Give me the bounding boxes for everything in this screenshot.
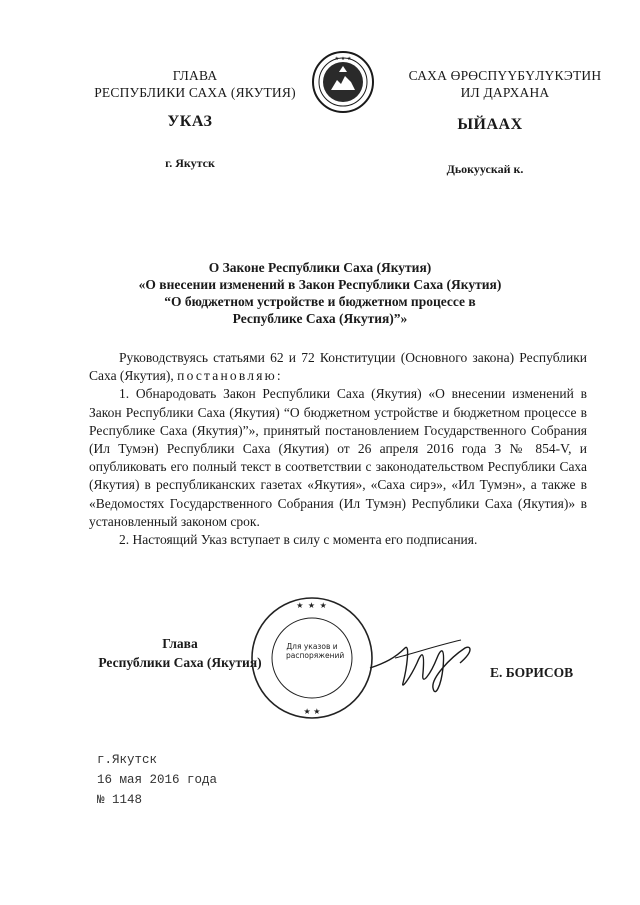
footer-number: № 1148 (97, 793, 143, 807)
handwritten-signature (365, 628, 485, 708)
footer-date: 16 мая 2016 года (97, 773, 218, 787)
place-right: Дьокуускай к. (446, 162, 524, 176)
signature-title-line1: Глава (162, 636, 198, 651)
footer-city: г.Якутск (97, 753, 158, 767)
intro-text: Руководствуясь статьями 62 и 72 Конституции (Основного закона) Республики Саха (Якутия), (89, 350, 587, 384)
header-left-line2: РЕСПУБЛИКИ САХА (ЯКУТИЯ) (94, 85, 296, 100)
republic-sakha-emblem-icon (311, 50, 375, 114)
svg-text:★ ★: ★ ★ (303, 707, 321, 716)
item-2-paragraph: 2. Настоящий Указ вступает в силу с момента его подписания. (119, 532, 478, 548)
title-line4: Республике Саха (Якутия)”» (232, 311, 408, 326)
document-title (100, 259, 540, 327)
header-right-line1: САХА ӨРӨСПҮҮБҮЛҮКЭТИН (408, 68, 602, 83)
title-line1: О Законе Республики Саха (Якутия) (208, 260, 432, 275)
title-line2: «О внесении изменений в Закон Республики Саха (Якутия) (138, 277, 502, 292)
official-stamp (248, 594, 376, 722)
footer-details (97, 750, 397, 810)
stamp-center-text: Для указов и распоряжений (286, 642, 345, 660)
place-left: г. Якутск (165, 156, 215, 170)
svg-text:★ ★ ★: ★ ★ ★ (334, 56, 352, 62)
document-body (89, 349, 587, 549)
header-left-title (70, 67, 320, 101)
doc-type-left: УКАЗ (167, 113, 213, 130)
svg-text:★ ★ ★: ★ ★ ★ (296, 601, 328, 610)
signature-title-line2: Республики Саха (Якутия) (98, 655, 262, 670)
header-left-line1: ГЛАВА (172, 68, 218, 83)
decree-word: постановляю: (177, 368, 283, 384)
item-1-paragraph: 1. Обнародовать Закон Республики Саха (Якутия) «О внесении изменений в Закон Республики Саха (Якутия) “О бюджетном устройстве и бюджетном процессе в Республике Саха (Якутия)”», принятый постановлением Государственного Собрания (Ил Тумэн) Республики Саха (Якутия) от 26 апреля 2016 года З № 854-V, и опубликовать его полный текст в соответствии с законодательством Республики Саха (Якутия) в республиканских газетах «Якутия», «Саха сирэ», «Ил Тумэн», а также в «Ведомостях Государственного Собрания (Ил Тумэн) Республики Саха (Якутия)» в установленный законом срок. (89, 386, 587, 529)
header-right-title (380, 67, 630, 101)
signer-name: Е. БОРИСОВ (490, 665, 574, 680)
intro-paragraph (89, 349, 587, 385)
title-line3: “О бюджетном устройстве и бюджетном процессе в (164, 294, 476, 309)
header-right-line2: ИЛ ДАРХАНА (460, 85, 550, 100)
doc-type-right: ЫЙААХ (457, 116, 523, 133)
